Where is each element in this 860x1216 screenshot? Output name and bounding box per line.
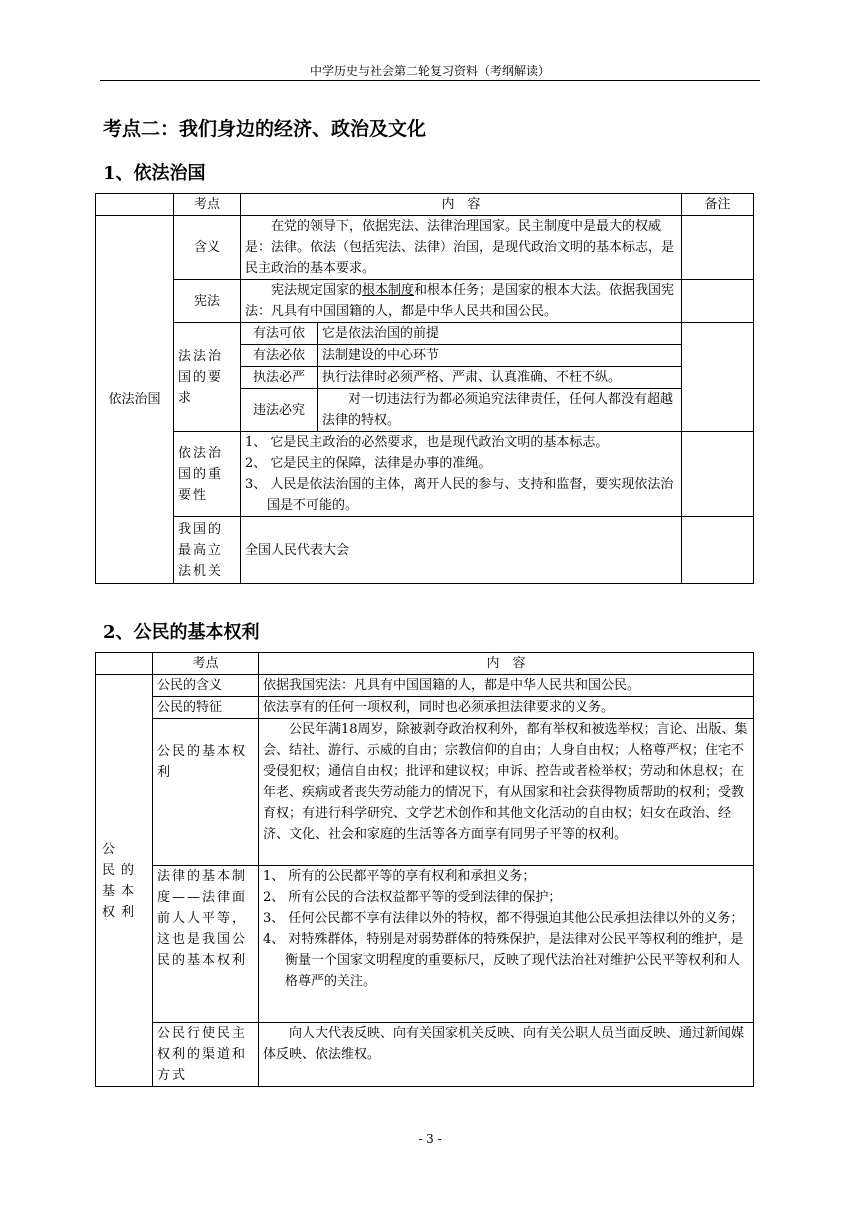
citizen-rights-table: [95, 652, 754, 1087]
table-header-row: [96, 194, 754, 216]
row-label: 公民的基本权利: [153, 719, 259, 866]
header-divider: [100, 80, 760, 81]
list-item: 1、 它是民主政治的必然要求，也是现代政治文明的基本标志。: [245, 435, 609, 450]
header-content: 内 容: [259, 653, 754, 675]
row-label: 法律的基本制度——法律面前人人平等，这也是我国公民的基本权利: [153, 866, 259, 1023]
row-content: 依据我国宪法：凡具有中国国籍的人，都是中华人民共和国公民。: [259, 675, 754, 697]
row-label: 宪法: [174, 280, 241, 323]
row-label: 依法治国的重要性: [174, 432, 241, 517]
row-content: 宪法规定国家的根本制度和根本任务；是国家的根本大法。依据我国宪法：凡具有中国国籍的人，都是中华人民共和国公民。: [241, 280, 682, 323]
row-label: 公民的含义: [153, 675, 259, 697]
row-label: 我国的最高立法机关: [174, 517, 241, 584]
table-row: [96, 517, 754, 584]
table-row: [96, 697, 754, 719]
table-row: [96, 280, 754, 323]
sub-content: 执行法律时必须严格、严肃、认真准确、不枉不纵。: [318, 367, 682, 389]
row-content: [259, 866, 754, 1023]
sub-content: 法制建设的中心环节: [318, 345, 682, 367]
subsection-title-1: 1、依法治国: [103, 163, 206, 184]
list-item: 2、 所有公民的合法权益都平等的受到法律的保护；: [263, 890, 562, 905]
list-item: 4、 对特殊群体，特别是对弱势群体的特殊保护，是法律对公民平等权利的维护，是衡量一个国家文明程度的重要标尺，反映了现代法治社对维护公民平等权利和人格尊严的关注。: [263, 932, 744, 989]
table-row: [96, 323, 754, 345]
table-row: [96, 866, 754, 1023]
list-item: 3、 任何公民都不享有法律以外的特权，都不得强迫其他公民承担法律以外的义务；: [263, 911, 744, 926]
table-row: [96, 1023, 754, 1087]
underlined-term: 根本制度: [362, 283, 415, 298]
header-content: 内 容: [241, 194, 682, 216]
table-row: [96, 675, 754, 697]
table-row: [96, 432, 754, 517]
list-item: 3、 人民是依法治国的主体，离开人民的参与、支持和监督，要实现依法治国是不可能的。: [245, 477, 674, 513]
table-header-row: [96, 653, 754, 675]
list-item: 2、 它是民主的保障，法律是办事的准绳。: [245, 456, 492, 471]
header-point: 考点: [174, 194, 241, 216]
sub-label: 有法可依: [241, 323, 318, 345]
running-header: 中学历史与社会第二轮复习资料（考纲解读）: [309, 64, 550, 78]
row-label: 公民行使民主权利的渠道和方式: [153, 1023, 259, 1087]
sub-content: 对一切违法行为都必须追究法律责任，任何人都没有超越法律的特权。: [318, 389, 682, 432]
row-content: [241, 432, 682, 517]
header-note: 备注: [682, 194, 754, 216]
row-label: 含义: [174, 216, 241, 280]
row-content: 向人大代表反映、向有关国家机关反映、向有关公职人员当面反映、通过新闻媒体反映、依法维权。: [259, 1023, 754, 1087]
sub-label: 违法必究: [241, 389, 318, 432]
row-content: 在党的领导下，依据宪法、法律治理国家。民主制度中是最大的权威是：法律。依法（包括宪法、法律）治国，是现代政治文明的基本标志，是民主政治的基本要求。: [241, 216, 682, 280]
subsection-title-2: 2、公民的基本权利: [103, 622, 260, 643]
row-label: 公民的特征: [153, 697, 259, 719]
table-row: [96, 719, 754, 866]
sub-label: 执法必严: [241, 367, 318, 389]
row-content: 公民年满18周岁，除被剥夺政治权利外，都有举权和被选举权；言论、出版、集会、结社、游行、示威的自由；宗教信仰的自由；人身自由权；人格尊严权；住宅不受侵犯权；通信自由权；批评和建议权；申诉、控告或者检举权；劳动和休息权；在年老、疾病或者丧失劳动能力的情况下，有从国家和社会获得物质帮助的权利；受教育权；有进行科学研究、文学艺术创作和其他文化活动的自由权；妇女在政治、经济、文化、社会和家庭的生活等各方面享有同男子平等的权利。: [259, 719, 754, 866]
list-item: 1、 所有的公民都平等的享有权利和承担义务；: [263, 869, 536, 884]
table-row: [96, 216, 754, 280]
category-cell: 依法治国: [96, 216, 174, 584]
category-cell: 公 民的 基本 权利: [96, 675, 153, 1087]
sub-label: 有法必依: [241, 345, 318, 367]
header-point: 考点: [153, 653, 259, 675]
sub-content: 它是依法治国的前提: [318, 323, 682, 345]
row-content: 全国人民代表大会: [241, 517, 682, 584]
rule-of-law-table: [95, 193, 754, 584]
row-content: 依法享有的任何一项权利，同时也必须承担法律要求的义务。: [259, 697, 754, 719]
page-number: - 3 -: [418, 1132, 442, 1146]
section-title: 考点二：我们身边的经济、政治及文化: [103, 118, 427, 140]
row-label: 法法治国的要求: [174, 323, 241, 432]
